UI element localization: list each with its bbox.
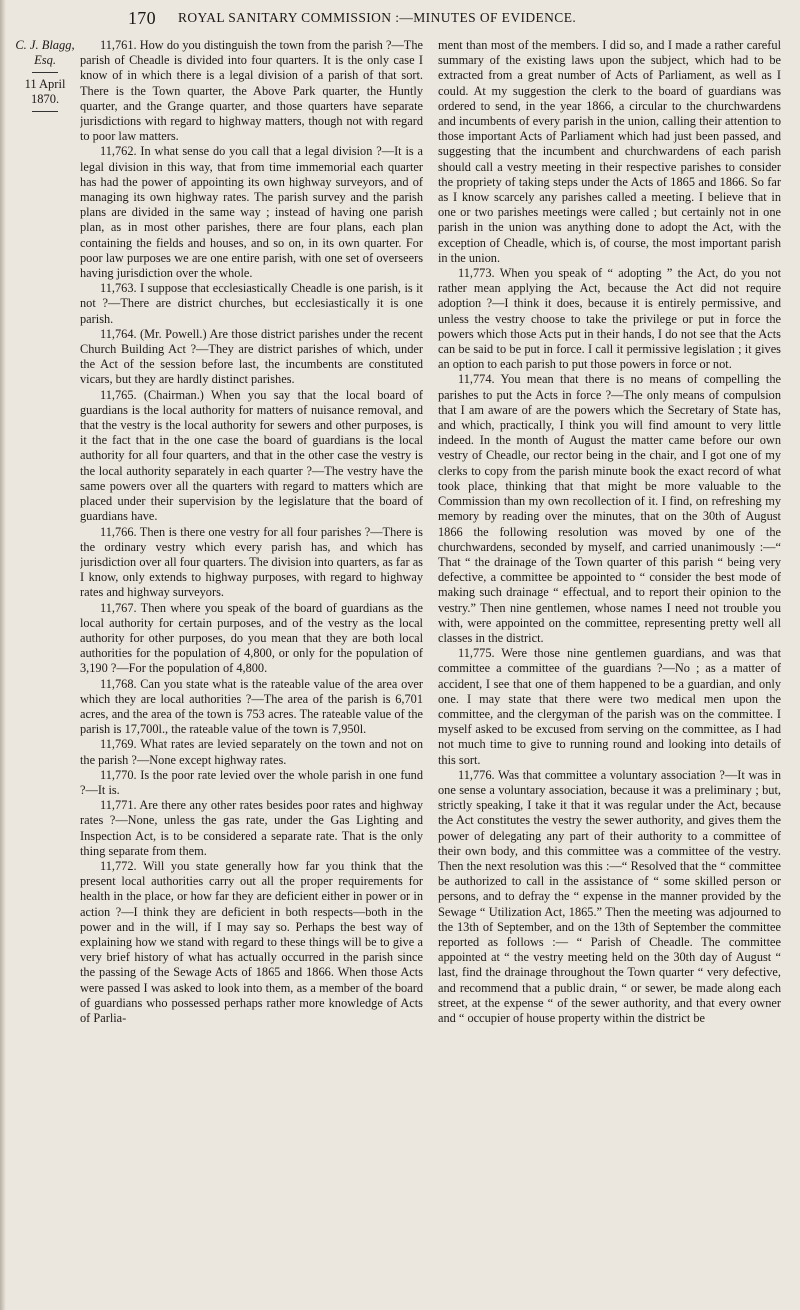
running-title: ROYAL SANITARY COMMISSION :—MINUTES OF EVIDENCE. bbox=[178, 10, 577, 25]
margin-rule bbox=[32, 72, 58, 73]
page-header bbox=[40, 8, 760, 32]
paragraph: 11,774. You mean that there is no means of compelling the parishes to put the Acts in force ?—The only means of compulsion that I am aware of are the powers which the Secretary of State has, and which, practically, I think you will find amount to very little indeed. In the month of August the matter came before our own vestry of Cheadle, our rector being in the chair, and I got one of my clerks to copy from the parish minute book the exact record of what took place, thinking that that might be more valuable to the Commission than my own recollection of it. I find, on refreshing my memory by reading over the minutes, that on the 30th of August 1866 the following resolution was moved by one of the churchwardens, seconded by myself, and carried unanimously :—“ That “ the drainage of the Town quarter of this parish “ being very defective, a committee be appointed to “ consider the best mode of making such drainage “ effectual, and to report their opinion to the vestry.” Then nine gentlemen, whose names I need not trouble you with, were appointed on the committee, representing pretty well all classes in the district. bbox=[438, 372, 781, 645]
paragraph: 11,762. In what sense do you call that a legal division ?—It is a legal division in this way, that from time immemorial each quarter has had the power of appointing its own highway surveyors, and of managing its own highway rates. The parish survey and the parish plans are divided in the same way ; instead of having one parish plan, as in most other parishes, there are four plans, each plan containing the fields and houses, and so on, in its own quarter. For poor law purposes we are one entire parish, with one set of overseers having jurisdiction over the whole. bbox=[80, 144, 423, 281]
paragraph: 11,770. Is the poor rate levied over the whole parish in one fund ?—It is. bbox=[80, 767, 423, 797]
paragraph: 11,775. Were those nine gentlemen guardians, and was that committee a committee of the guardians ?—No ; as a matter of accident, I see that one of them happened to be a guardian, and only one. I may state that there were two medical men upon the committee, and the clergyman of the parish was on the committee. I myself asked to be excused from serving on the committee, as I had not much time to give to running round and looking into details of this sort. bbox=[438, 646, 781, 767]
left-column bbox=[80, 38, 423, 1303]
witness-name: C. J. Blagg, bbox=[15, 38, 75, 52]
paragraph: 11,763. I suppose that ecclesiastically Cheadle is one parish, is it not ?—There are district churches, but ecclesiastically it is one parish. bbox=[80, 281, 423, 326]
paragraph-continued: ment than most of the members. I did so, and I made a rather careful summary of the existing laws upon the subject, which had to be extracted from a great number of Acts of Parliament, as well as I could. At my suggestion the clerk to the board of guardians was ordered to send, in the year 1866, a circular to the churchwardens and incumbents of every parish in the union, calling their attention to those important Acts of Parliament which had just been passed, and suggesting that the incumbent and churchwardens of each parish should call a vestry meeting in their respective parishes to consider the propriety of taking steps under the Acts of 1865 and 1866. So far as I know scarcely any parishes called a meeting. I believe that in one or two parishes meetings were called ; but certainly not in one parish in the union was anything done to adopt the Act, with the exception of Cheadle, which is, of course, the most important parish in the union. bbox=[438, 38, 781, 265]
paragraph: 11,772. Will you state generally how far you think that the present local authorities carry out all the proper requirements for health in the place, or how far they are deficient either in power or in action ?—I think they are deficient in both respects—both in the power and in the will, if I may say so. Perhaps the best way of explaining how we stand with regard to these things will be to give a very brief history of what has actually occurred in the parish since the passing of the Sewage Acts of 1865 and 1866. When those Acts were passed I was asked to look into them, as a member of the board of guardians who possessed perhaps rather more knowledge of Acts of Parlia- bbox=[80, 858, 423, 1025]
paragraph: 11,769. What rates are levied separately on the town and not on the parish ?—None except highway rates. bbox=[80, 737, 423, 767]
paragraph: 11,766. Then is there one vestry for all four parishes ?—There is the ordinary vestry which every parish has, and which has jurisdiction over all four quarters. The division into quarters, as far as I know, only extends to highway purposes, with regard to highway rates and highway surveyors. bbox=[80, 524, 423, 600]
paragraph: 11,767. Then where you speak of the board of guardians as the local authority for certain purposes, and of the vestry as the local authority for other purposes, do you mean that they are both local authorities for the population of 4,800, or only for the population of 3,190 ?—For the population of 4,800. bbox=[80, 600, 423, 676]
right-column bbox=[438, 38, 781, 1303]
page-number: 170 bbox=[128, 8, 156, 28]
page-gutter-shadow bbox=[0, 0, 6, 1310]
paragraph: 11,761. How do you distinguish the town from the parish ?—The parish of Cheadle is divided into four quarters. It is the only case I know of in which there is a legal division of a parish of that sort. There is the Town quarter, the Above Park quarter, the Huntly quarter, and the Grange quarter, and those quarters have separate jurisdictions with regard to highway matters, though not with regard to poor law matters. bbox=[80, 38, 423, 144]
paragraph: 11,771. Are there any other rates besides poor rates and highway rates ?—None, unless the gas rate, under the Gas Lighting and Inspection Act, is to be considered a separate rate. That is the only thing separate from them. bbox=[80, 798, 423, 858]
paragraph: 11,773. When you speak of “ adopting ” the Act, do you not rather mean applying the Act, because the Act did not require adoption ?—I think it does, because it is entirely permissive, and unless the vestry choose to take the privilege or put in force the powers which those Acts put in their hands, I do not see that the Acts can be said to be put in force. I call it permissive legislation ; it gives an option to each parish to put those powers in force or not. bbox=[438, 266, 781, 372]
paragraph: 11,765. (Chairman.) When you say that the local board of guardians is the local authority for matters of nuisance removal, and that the vestry is the local authority for sewers and other purposes, is it the fact that in the one case the board of guardians is the local authority for all four quarters, and that in the other case the vestry is the local authority separately in each quarter ?—The vestry have the same powers over all the quarters with regard to matters which are placed under their supervision by the legislature that the board of guardians have. bbox=[80, 387, 423, 524]
paragraph: 11,776. Was that committee a voluntary association ?—It was in one sense a voluntary association, because it was a preliminary ; but, strictly speaking, I take it that it was regular under the Act, because the Act constitutes the vestry the sewer authority, and gives them the power of delegating any part of their authority to a committee of their own body, and this committee was a committee of the vestry. Then the next resolution was this :—“ Resolved that the “ committee be authorized to call in the assistance of “ some skilled person or persons, and to defray the “ expense in the manner provided by the Sewage “ Utilization Act, 1865.” Then the meeting was adjourned to the 13th of September, and on the 13th of September the committee reported as follows :— “ Parish of Cheadle. The committee appointed at “ the vestry meeting held on the 30th day of August “ last, find the drainage throughout the Town quarter “ very defective, and recommend that a public drain, “ or sewer, be made along each street, at the expense “ of the sewer authority, and that every owner and “ occupier of house property within the district be bbox=[438, 767, 781, 1025]
margin-note bbox=[14, 38, 76, 116]
witness-suffix: Esq. bbox=[34, 53, 56, 67]
margin-rule bbox=[32, 111, 58, 112]
evidence-date: 11 April 1870. bbox=[24, 77, 66, 106]
paragraph: 11,764. (Mr. Powell.) Are those district parishes under the recent Church Building Act ?—They are district parishes of which, under the Act of the session before last, the incumbents are constituted vicars, but they are hardly distinct parishes. bbox=[80, 326, 423, 387]
paragraph: 11,768. Can you state what is the rateable value of the area over which they are local authorities ?—The area of the parish is 6,701 acres, and the area of the town is 753 acres. The rateable value of the parish is 17,700l., the rateable value of the town is 7,950l. bbox=[80, 676, 423, 737]
